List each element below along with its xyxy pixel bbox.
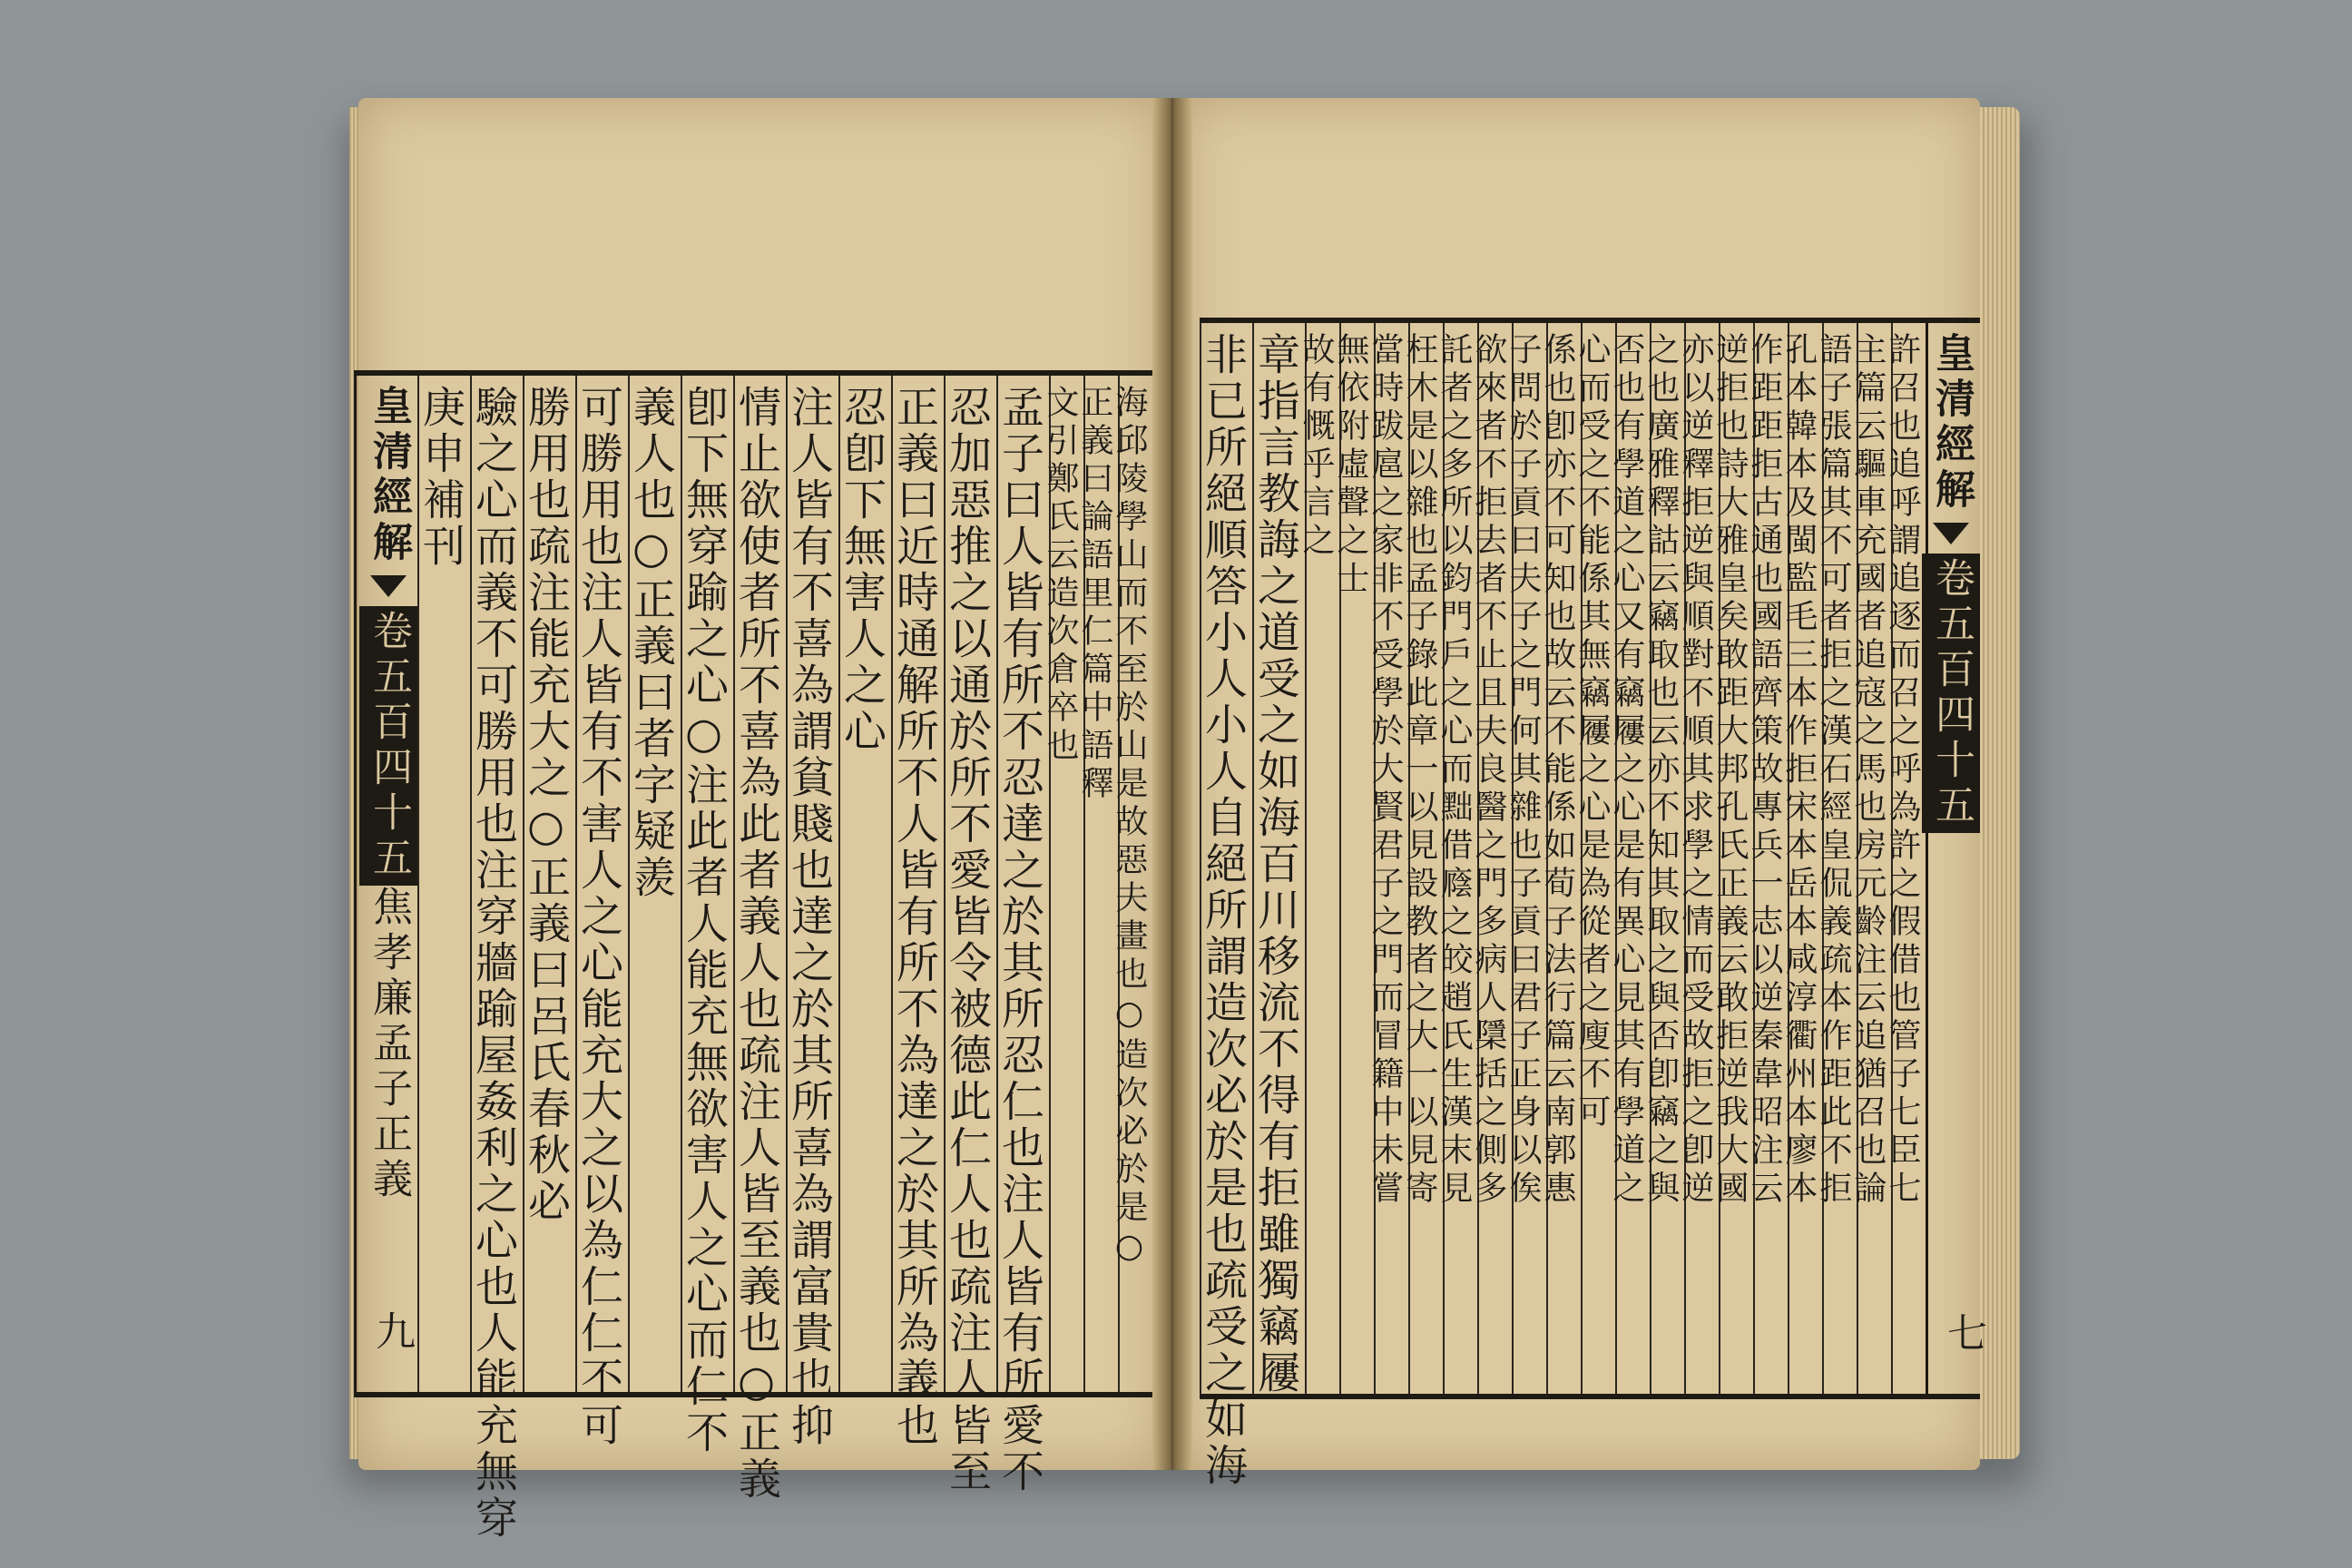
banxin-juan: 卷五百四十五 xyxy=(1922,554,1980,833)
left-column-1: 庚申補刊 xyxy=(417,376,470,1392)
left-column-6: 卽下無穿踰之心○注此者人能充無欲害人之心而仁不 xyxy=(681,376,733,1392)
left-column-7: 情止欲使者所不喜為此者義人也疏注人皆至義也○正義 xyxy=(733,376,786,1392)
left-column-2: 驗之心而義不可勝用也注穿牆踰屋姦利之心也人能充無穿 xyxy=(470,376,523,1392)
left-column-11: 忍加惡推之以通於所不愛皆令被德此仁人也疏注人皆至 xyxy=(944,376,996,1392)
right-column-1: 非已所絕順答小人小人自絕所謂造次必於是也疏受之如海 xyxy=(1200,323,1252,1394)
banxin-title: 皇清經解 xyxy=(366,385,412,566)
left-text-frame xyxy=(354,370,1152,1542)
right-column-2: 章指言教誨之道受之如海百川移流不得有拒雖獨竊屨 xyxy=(1252,323,1305,1394)
right-column-5: 當時跋扈之家非不受學於大賢君子之門而冒籍中未嘗 xyxy=(1374,323,1408,1394)
right-column-14: 亦以逆釋拒逆與順對不順其求學之情而受故拒之卽逆 xyxy=(1684,323,1719,1394)
right-column-6: 枉木是以雜也孟子錄此章一以見設教者之大一以見寄 xyxy=(1408,323,1443,1394)
banxin-author-work: 焦孝廉孟子正義 xyxy=(366,886,412,1203)
right-column-4: 無依附虛聲之士 xyxy=(1339,323,1374,1394)
left-column-12: 孟子曰人皆有所不忍達之於其所忍仁也注人皆有所愛不 xyxy=(996,376,1049,1392)
left-column-8: 注人皆有不喜為謂貧賤也達之於其所喜為謂富貴也抑 xyxy=(786,376,838,1392)
banxin-juan: 卷五百四十五 xyxy=(359,606,417,886)
left-column-9: 忍卽下無害人之心 xyxy=(838,376,891,1392)
right-column-18: 語子張篇其不可者拒之漢石經皇侃義疏本作距此不拒 xyxy=(1822,323,1857,1394)
left-column-14: 正義曰論語里仁篇中語釋 xyxy=(1083,376,1118,1392)
right-column-13: 之也廣雅釋詁云竊取也云亦不知其取之與否卽竊之與 xyxy=(1650,323,1684,1394)
book-gutter xyxy=(1152,98,1192,1470)
left-column-13: 文引鄭氏云造次倉卒也 xyxy=(1049,376,1083,1392)
left-banxin xyxy=(354,376,417,1392)
left-column-4: 可勝用也注人皆有不害人之心能充大之以為仁仁不可 xyxy=(575,376,628,1392)
fishtail-mark xyxy=(370,575,407,597)
left-column-3: 勝用也疏注能充大之○正義曰呂氏春秋必 xyxy=(523,376,575,1392)
right-column-8: 欲來者不拒去者不止且夫良醫之門多病人檃括之側多 xyxy=(1477,323,1512,1394)
right-column-15: 逆拒也詩大雅皇矣敢距大邦孔氏正義云敢拒逆我大國 xyxy=(1719,323,1753,1394)
right-column-3: 故有慨乎言之 xyxy=(1305,323,1339,1394)
banxin-title: 皇清經解 xyxy=(1928,332,1975,514)
right-column-10: 係也卽亦不可知也故云不能係如荀子法行篇云南郭惠 xyxy=(1546,323,1581,1394)
right-page-edges xyxy=(1980,107,2020,1459)
right-text-frame xyxy=(1198,318,1986,1489)
left-column-5: 義人也○正義曰者字疑羨 xyxy=(628,376,681,1392)
right-column-19: 主篇云驅車充國者追寇之馬也房元齡注云追猶召也論 xyxy=(1857,323,1891,1394)
right-column-9: 子問於子貢曰夫子之門何其雜也子貢曰君子正身以俟 xyxy=(1512,323,1546,1394)
banxin-folio: 七 xyxy=(1940,1312,1986,1357)
right-column-16: 作距距拒古通也國語齊策故專兵一志以逆秦韋昭注云 xyxy=(1753,323,1788,1394)
left-column-15: 海邱陵學山而不至於山是故惡夫畫也○造次必於是○ xyxy=(1118,376,1152,1392)
right-banxin xyxy=(1926,323,1986,1394)
fishtail-mark xyxy=(1933,523,1969,544)
right-column-7: 託者之多所以鈞門戶之心而黜借廕之皎趙氏生漢末見 xyxy=(1443,323,1477,1394)
right-column-17: 孔本韓本及閩監毛三本作拒宋本岳本咸淳衢州本廖本 xyxy=(1788,323,1822,1394)
right-column-11: 心而受之不能係其無竊屨之心是為從者之廋不可 xyxy=(1581,323,1615,1394)
banxin-folio: 九 xyxy=(368,1310,415,1356)
right-column-20: 許召也追呼謂追逐而召之呼為許之假借也管子七臣七 xyxy=(1891,323,1926,1394)
right-column-12: 否也有學道之心又有竊屨之心是有異心見其有學道之 xyxy=(1615,323,1650,1394)
left-column-10: 正義曰近時通解所不人皆有所不為達之於其所為義也 xyxy=(891,376,944,1392)
